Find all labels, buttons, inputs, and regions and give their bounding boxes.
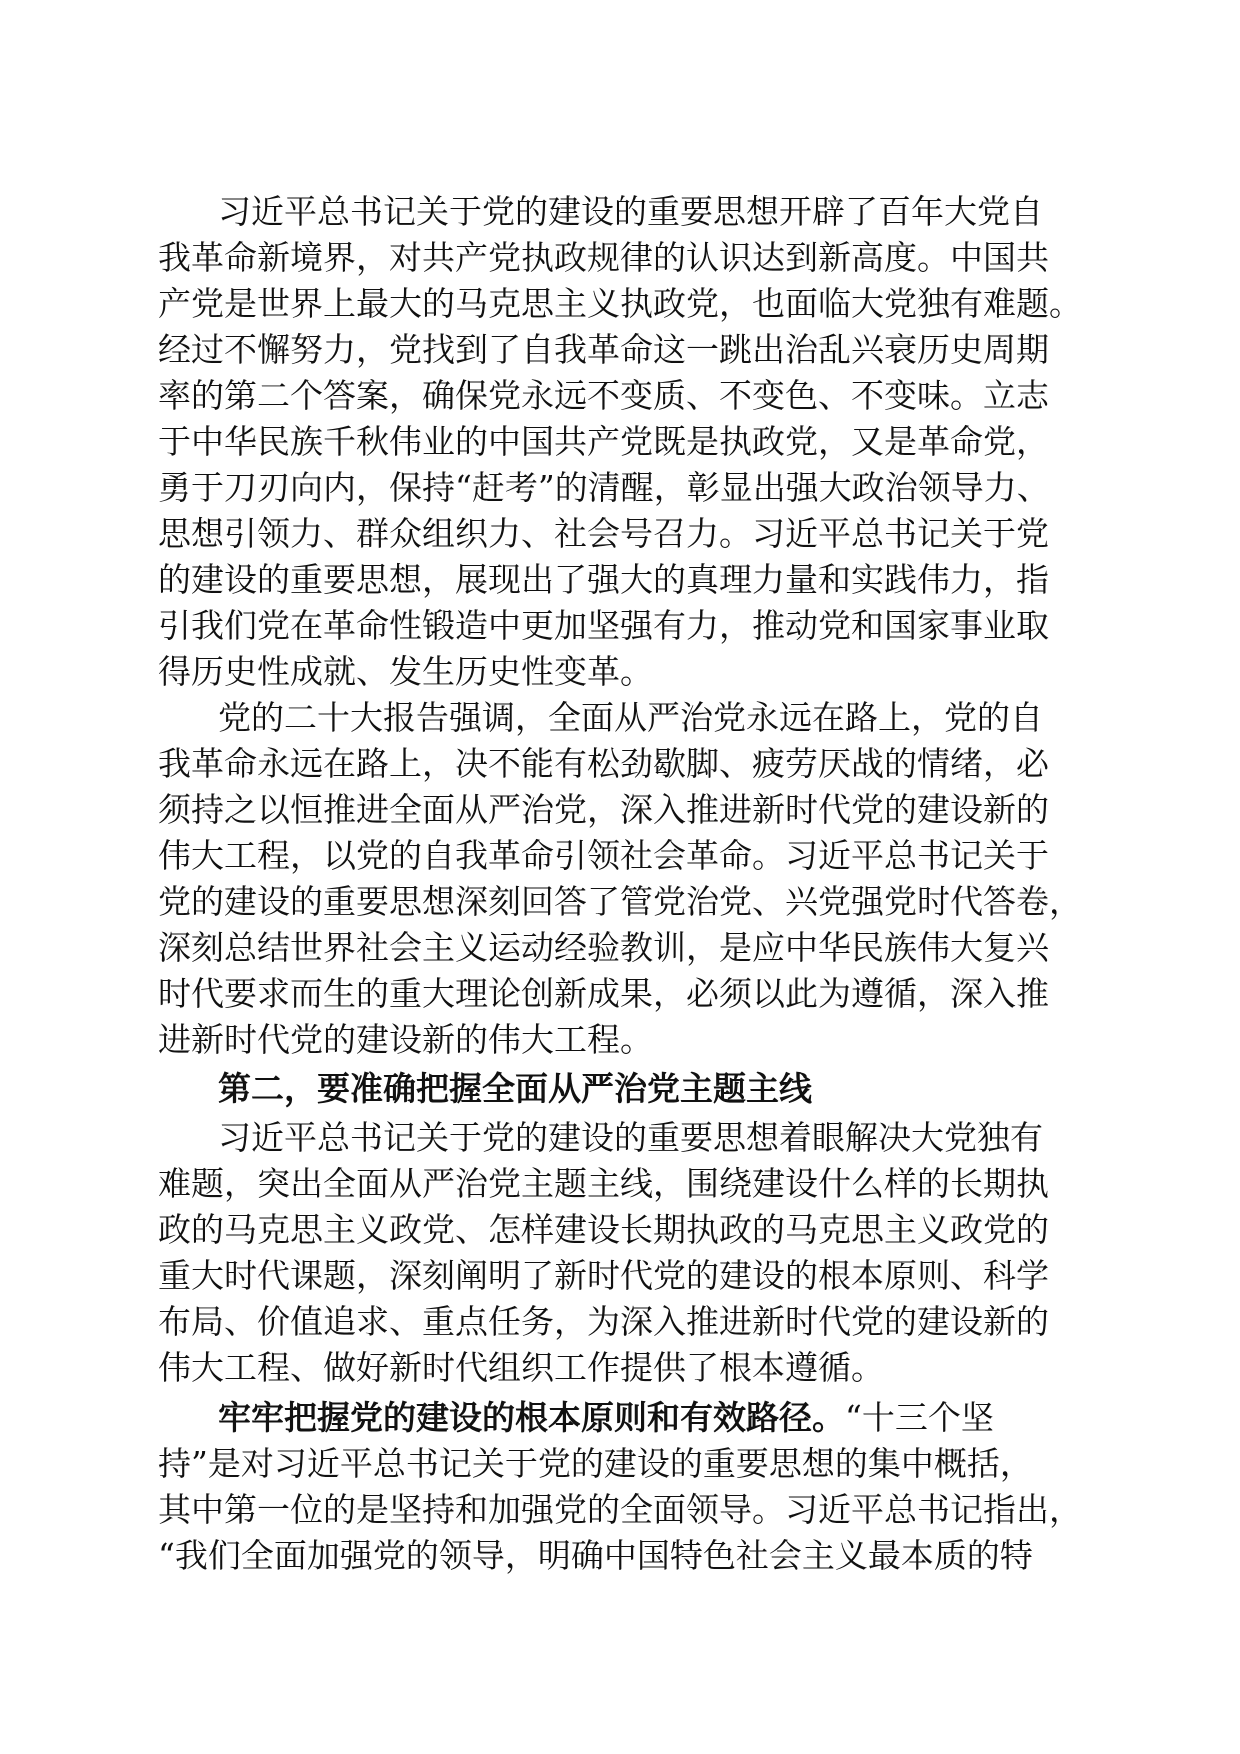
paragraph-3-line-3: 政的马克思主义政党、怎样建设长期执政的马克思主义政党的 bbox=[158, 1210, 1049, 1249]
paragraph-3-line-4: 重大时代课题，深刻阐明了新时代党的建设的根本原则、科学 bbox=[158, 1256, 1049, 1295]
paragraph-1-line-10: 引我们党在革命性锻造中更加坚强有力，推动党和国家事业取 bbox=[158, 606, 1049, 645]
paragraph-1-line-2: 我革命新境界，对共产党执政规律的认识达到新高度。中国共 bbox=[158, 238, 1049, 277]
paragraph-3-line-6: 伟大工程、做好新时代组织工作提供了根本遵循。 bbox=[158, 1348, 884, 1387]
paragraph-1-line-3: 产党是世界上最大的马克思主义执政党，也面临大党独有难题。 bbox=[158, 284, 1082, 323]
section-heading-2: 第二，要准确把握全面从严治党主题主线 bbox=[218, 1069, 812, 1108]
paragraph-3-line-2: 难题，突出全面从严治党主题主线，围绕建设什么样的长期执 bbox=[158, 1164, 1049, 1203]
paragraph-2-line-8: 进新时代党的建设新的伟大工程。 bbox=[158, 1020, 653, 1059]
paragraph-4-lead-bold: 牢牢把握党的建设的根本原则和有效路径。 bbox=[218, 1398, 845, 1437]
paragraph-4-line-2: 持”是对习近平总书记关于党的建设的重要思想的集中概括， bbox=[158, 1444, 1033, 1483]
paragraph-4-line-3: 其中第一位的是坚持和加强党的全面领导。习近平总书记指出， bbox=[158, 1490, 1082, 1529]
paragraph-1-line-1: 习近平总书记关于党的建设的重要思想开辟了百年大党自 bbox=[218, 192, 1043, 231]
paragraph-2-line-1: 党的二十大报告强调，全面从严治党永远在路上，党的自 bbox=[218, 698, 1043, 737]
paragraph-1-line-7: 勇于刀刃向内，保持“赶考”的清醒，彰显出强大政治领导力、 bbox=[158, 468, 1050, 507]
paragraph-1-line-6: 于中华民族千秋伟业的中国共产党既是执政党，又是革命党， bbox=[158, 422, 1049, 461]
paragraph-2-line-3: 须持之以恒推进全面从严治党，深入推进新时代党的建设新的 bbox=[158, 790, 1049, 829]
paragraph-2-line-2: 我革命永远在路上，决不能有松劲歇脚、疲劳厌战的情绪，必 bbox=[158, 744, 1049, 783]
paragraph-1-line-4: 经过不懈努力，党找到了自我革命这一跳出治乱兴衰历史周期 bbox=[158, 330, 1049, 369]
paragraph-2-line-4: 伟大工程，以党的自我革命引领社会革命。习近平总书记关于 bbox=[158, 836, 1049, 875]
paragraph-4-line-1-rest: “十三个坚 bbox=[845, 1398, 994, 1437]
paragraph-2-line-6: 深刻总结世界社会主义运动经验教训，是应中华民族伟大复兴 bbox=[158, 928, 1049, 967]
paragraph-2-line-7: 时代要求而生的重大理论创新成果，必须以此为遵循，深入推 bbox=[158, 974, 1049, 1013]
paragraph-4-line-4: “我们全面加强党的领导，明确中国特色社会主义最本质的特 bbox=[158, 1536, 1033, 1575]
paragraph-1-line-8: 思想引领力、群众组织力、社会号召力。习近平总书记关于党 bbox=[158, 514, 1049, 553]
paragraph-2-line-5: 党的建设的重要思想深刻回答了管党治党、兴党强党时代答卷， bbox=[158, 882, 1082, 921]
paragraph-1-line-11: 得历史性成就、发生历史性变革。 bbox=[158, 652, 653, 691]
paragraph-3-line-5: 布局、价值追求、重点任务，为深入推进新时代党的建设新的 bbox=[158, 1302, 1049, 1341]
paragraph-3-line-1: 习近平总书记关于党的建设的重要思想着眼解决大党独有 bbox=[218, 1118, 1043, 1157]
paragraph-1-line-5: 率的第二个答案，确保党永远不变质、不变色、不变味。立志 bbox=[158, 376, 1049, 415]
paragraph-1-line-9: 的建设的重要思想，展现出了强大的真理力量和实践伟力，指 bbox=[158, 560, 1049, 599]
